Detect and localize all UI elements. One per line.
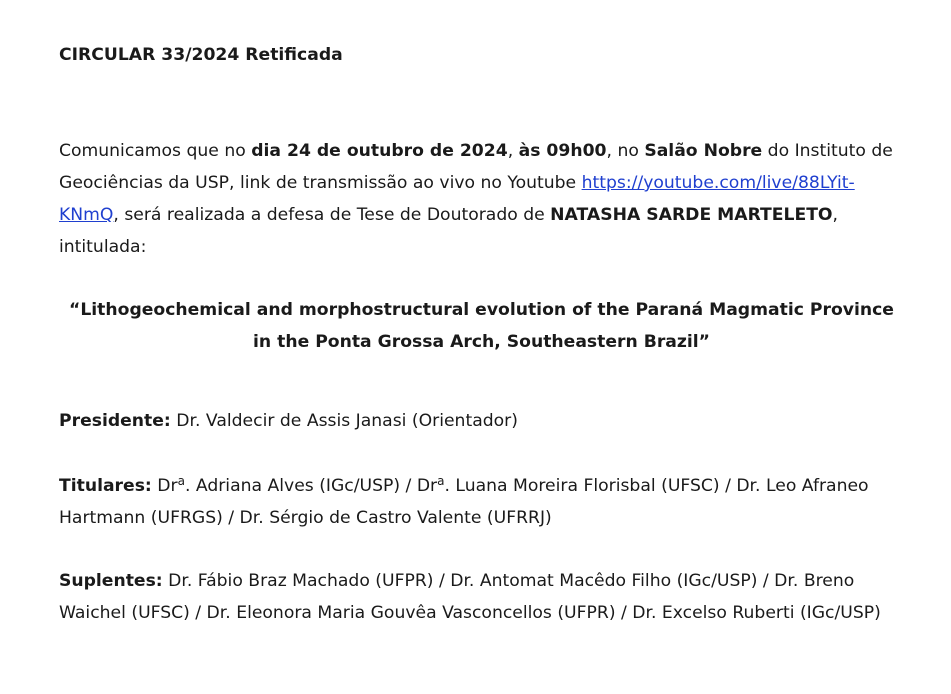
candidate-name: NATASHA SARDE MARTELETO: [550, 205, 833, 225]
titulares-label: Titulares:: [59, 476, 152, 496]
defense-venue: Salão Nobre: [644, 141, 763, 161]
intro-text-3: , no: [606, 141, 645, 161]
presidente-label: Presidente:: [59, 411, 171, 431]
titular-2-prefix: Dr: [416, 476, 438, 496]
defense-date: dia 24 de outubro de 2024: [251, 141, 508, 161]
thesis-title: “Lithogeochemical and morphostructural evolution of the Paraná Magmatic Province in the Ponta Grossa Arch, Southeastern Brazil”: [69, 300, 894, 352]
intro-text-4: do Instituto de Geociências da USP, link de transmissão ao vivo no Youtube: [59, 141, 893, 193]
titular-1-rest: . Adriana Alves (IGc/USP) /: [184, 476, 417, 496]
titular-1-ordinal: a: [177, 473, 185, 488]
suplentes-paragraph: [59, 565, 904, 629]
suplentes-names: Dr. Fábio Braz Machado (UFPR) / Dr. Antomat Macêdo Filho (IGc/USP) / Dr. Breno Waichel (UFSC) / Dr. Eleonora Maria Gouvêa Vasconcellos (UFPR) / Dr. Excelso Ruberti (IGc/USP): [59, 571, 881, 623]
titular-2-ordinal: a: [437, 473, 445, 488]
presidente-name: Dr. Valdecir de Assis Janasi (Orientador): [170, 411, 518, 431]
defense-time: às 09h00: [518, 141, 607, 161]
suplentes-label: Suplentes:: [59, 571, 163, 591]
intro-text-1: Comunicamos que no: [59, 141, 252, 161]
announcement-paragraph: [59, 135, 904, 263]
titulares-rest: . Luana Moreira Florisbal (UFSC) / Dr. Leo Afraneo Hartmann (UFRGS) / Dr. Sérgio de Castro Valente (UFRRJ): [59, 476, 869, 528]
intro-text-6: , intitulada:: [59, 205, 838, 257]
youtube-live-link[interactable]: https://youtube.com/live/88LYit-KNmQ: [59, 173, 855, 225]
presidente-line: [59, 405, 904, 437]
titulares-paragraph: [59, 470, 904, 534]
intro-text-5: , será realizada a defesa de Tese de Doutorado de: [113, 205, 551, 225]
circular-title: CIRCULAR 33/2024 Retificada: [59, 45, 343, 65]
titular-1-prefix: Dr: [151, 476, 178, 496]
intro-text-2: ,: [507, 141, 519, 161]
